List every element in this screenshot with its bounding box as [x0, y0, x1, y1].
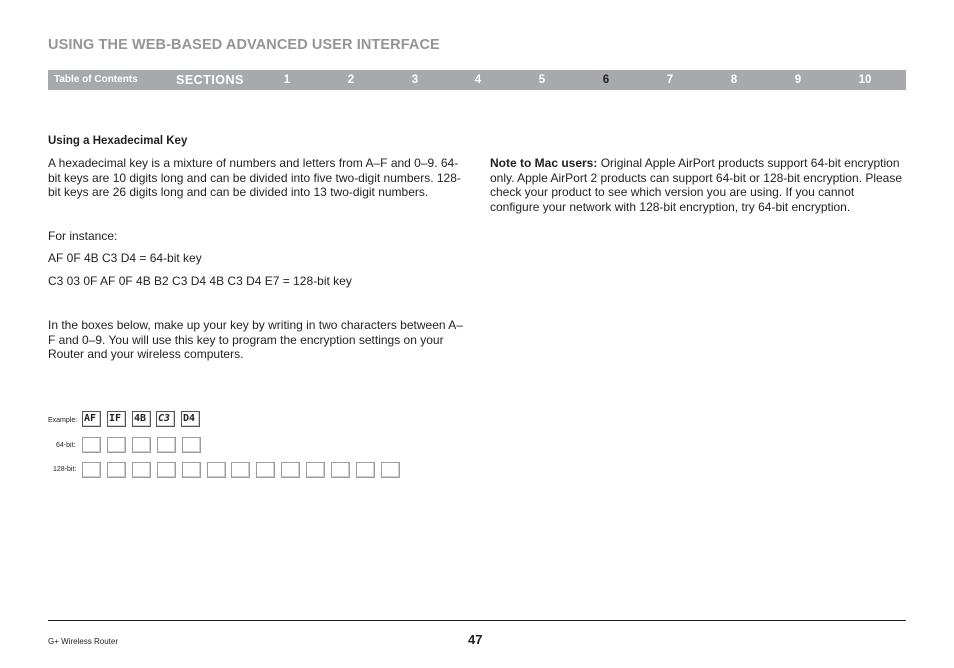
hex-key-intro: A hexadecimal key is a mixture of numbers and letters from A–F and 0–9. 64-bit keys are 10 digits long and can be divided into five two-digit numbers. 128-bit keys are 26 digits long and can be divided into 13 two-digit numbers.	[48, 156, 461, 199]
section-link-3[interactable]: 3	[411, 74, 419, 86]
section-link-7[interactable]: 7	[666, 74, 674, 86]
section-link-9[interactable]: 9	[794, 74, 802, 86]
example-row-label: Example:	[48, 417, 78, 424]
128-bit-key-box[interactable]	[306, 462, 325, 478]
128-bit-key-box[interactable]	[107, 462, 126, 478]
128-bit-key-box[interactable]	[356, 462, 375, 478]
table-of-contents-link[interactable]: Table of Contents	[54, 74, 138, 85]
128-bit-key-box[interactable]	[381, 462, 400, 478]
section-link-2[interactable]: 2	[347, 74, 355, 86]
footer-divider	[48, 620, 906, 621]
128-bit-key-box[interactable]	[256, 462, 275, 478]
example-64-bit-key: AF 0F 4B C3 D4 = 64-bit key	[48, 251, 202, 265]
page-header-title: USING THE WEB-BASED ADVANCED USER INTERFACE	[48, 37, 440, 53]
128-bit-key-box[interactable]	[281, 462, 300, 478]
section-link-6[interactable]: 6	[602, 74, 610, 86]
key-instructions: In the boxes below, make up your key by writing in two characters between A–F and 0–9. You will use this key to program the encryption settings on your Router and your wireless computers.	[48, 318, 463, 361]
section-link-8[interactable]: 8	[730, 74, 738, 86]
section-nav-bar	[48, 70, 906, 90]
page-number: 47	[468, 632, 483, 647]
64-bit-key-box[interactable]	[132, 437, 151, 453]
section-link-5[interactable]: 5	[538, 74, 546, 86]
example-key-box: 4B	[132, 411, 151, 427]
64-bit-key-box[interactable]	[182, 437, 201, 453]
example-key-box: AF	[82, 411, 101, 427]
128-bit-key-box[interactable]	[132, 462, 151, 478]
128-bit-key-box[interactable]	[331, 462, 350, 478]
sections-label: SECTIONS	[176, 73, 244, 87]
64-bit-key-box[interactable]	[107, 437, 126, 453]
mac-note-label: Note to Mac users:	[490, 156, 598, 170]
example-key-box: C3	[156, 411, 175, 427]
128-bit-key-box[interactable]	[231, 462, 250, 478]
section-link-4[interactable]: 4	[474, 74, 482, 86]
left-column	[48, 134, 468, 362]
64-bit-key-box[interactable]	[82, 437, 101, 453]
for-instance-label: For instance:	[48, 228, 118, 243]
section-link-10[interactable]: 10	[858, 74, 872, 86]
example-key-box: D4	[181, 411, 200, 427]
right-column	[490, 156, 906, 214]
section-heading: Using a Hexadecimal Key	[48, 135, 188, 147]
footer-product-name: G+ Wireless Router	[48, 637, 119, 646]
mac-note-text: Original Apple AirPort products support 64-bit encryption only. Apple AirPort 2 products can support 64-bit or 128-bit encryption. Please check your product to see which version you are using. If you cannot configure your network with 128-bit encryption, try 64-bit encryption.	[490, 156, 903, 214]
64-bit-row-label: 64-bit:	[56, 442, 76, 449]
128-bit-key-box[interactable]	[182, 462, 201, 478]
64-bit-key-box[interactable]	[157, 437, 176, 453]
mac-users-note	[490, 156, 906, 214]
128-bit-key-box[interactable]	[82, 462, 101, 478]
128-bit-key-box[interactable]	[157, 462, 176, 478]
section-link-1[interactable]: 1	[283, 74, 291, 86]
example-key-box: IF	[107, 411, 126, 427]
128-bit-key-box[interactable]	[207, 462, 226, 478]
128-bit-row-label: 128-bit:	[53, 466, 77, 473]
example-128-bit-key: C3 03 0F AF 0F 4B B2 C3 D4 4B C3 D4 E7 = 128-bit key	[48, 273, 352, 288]
